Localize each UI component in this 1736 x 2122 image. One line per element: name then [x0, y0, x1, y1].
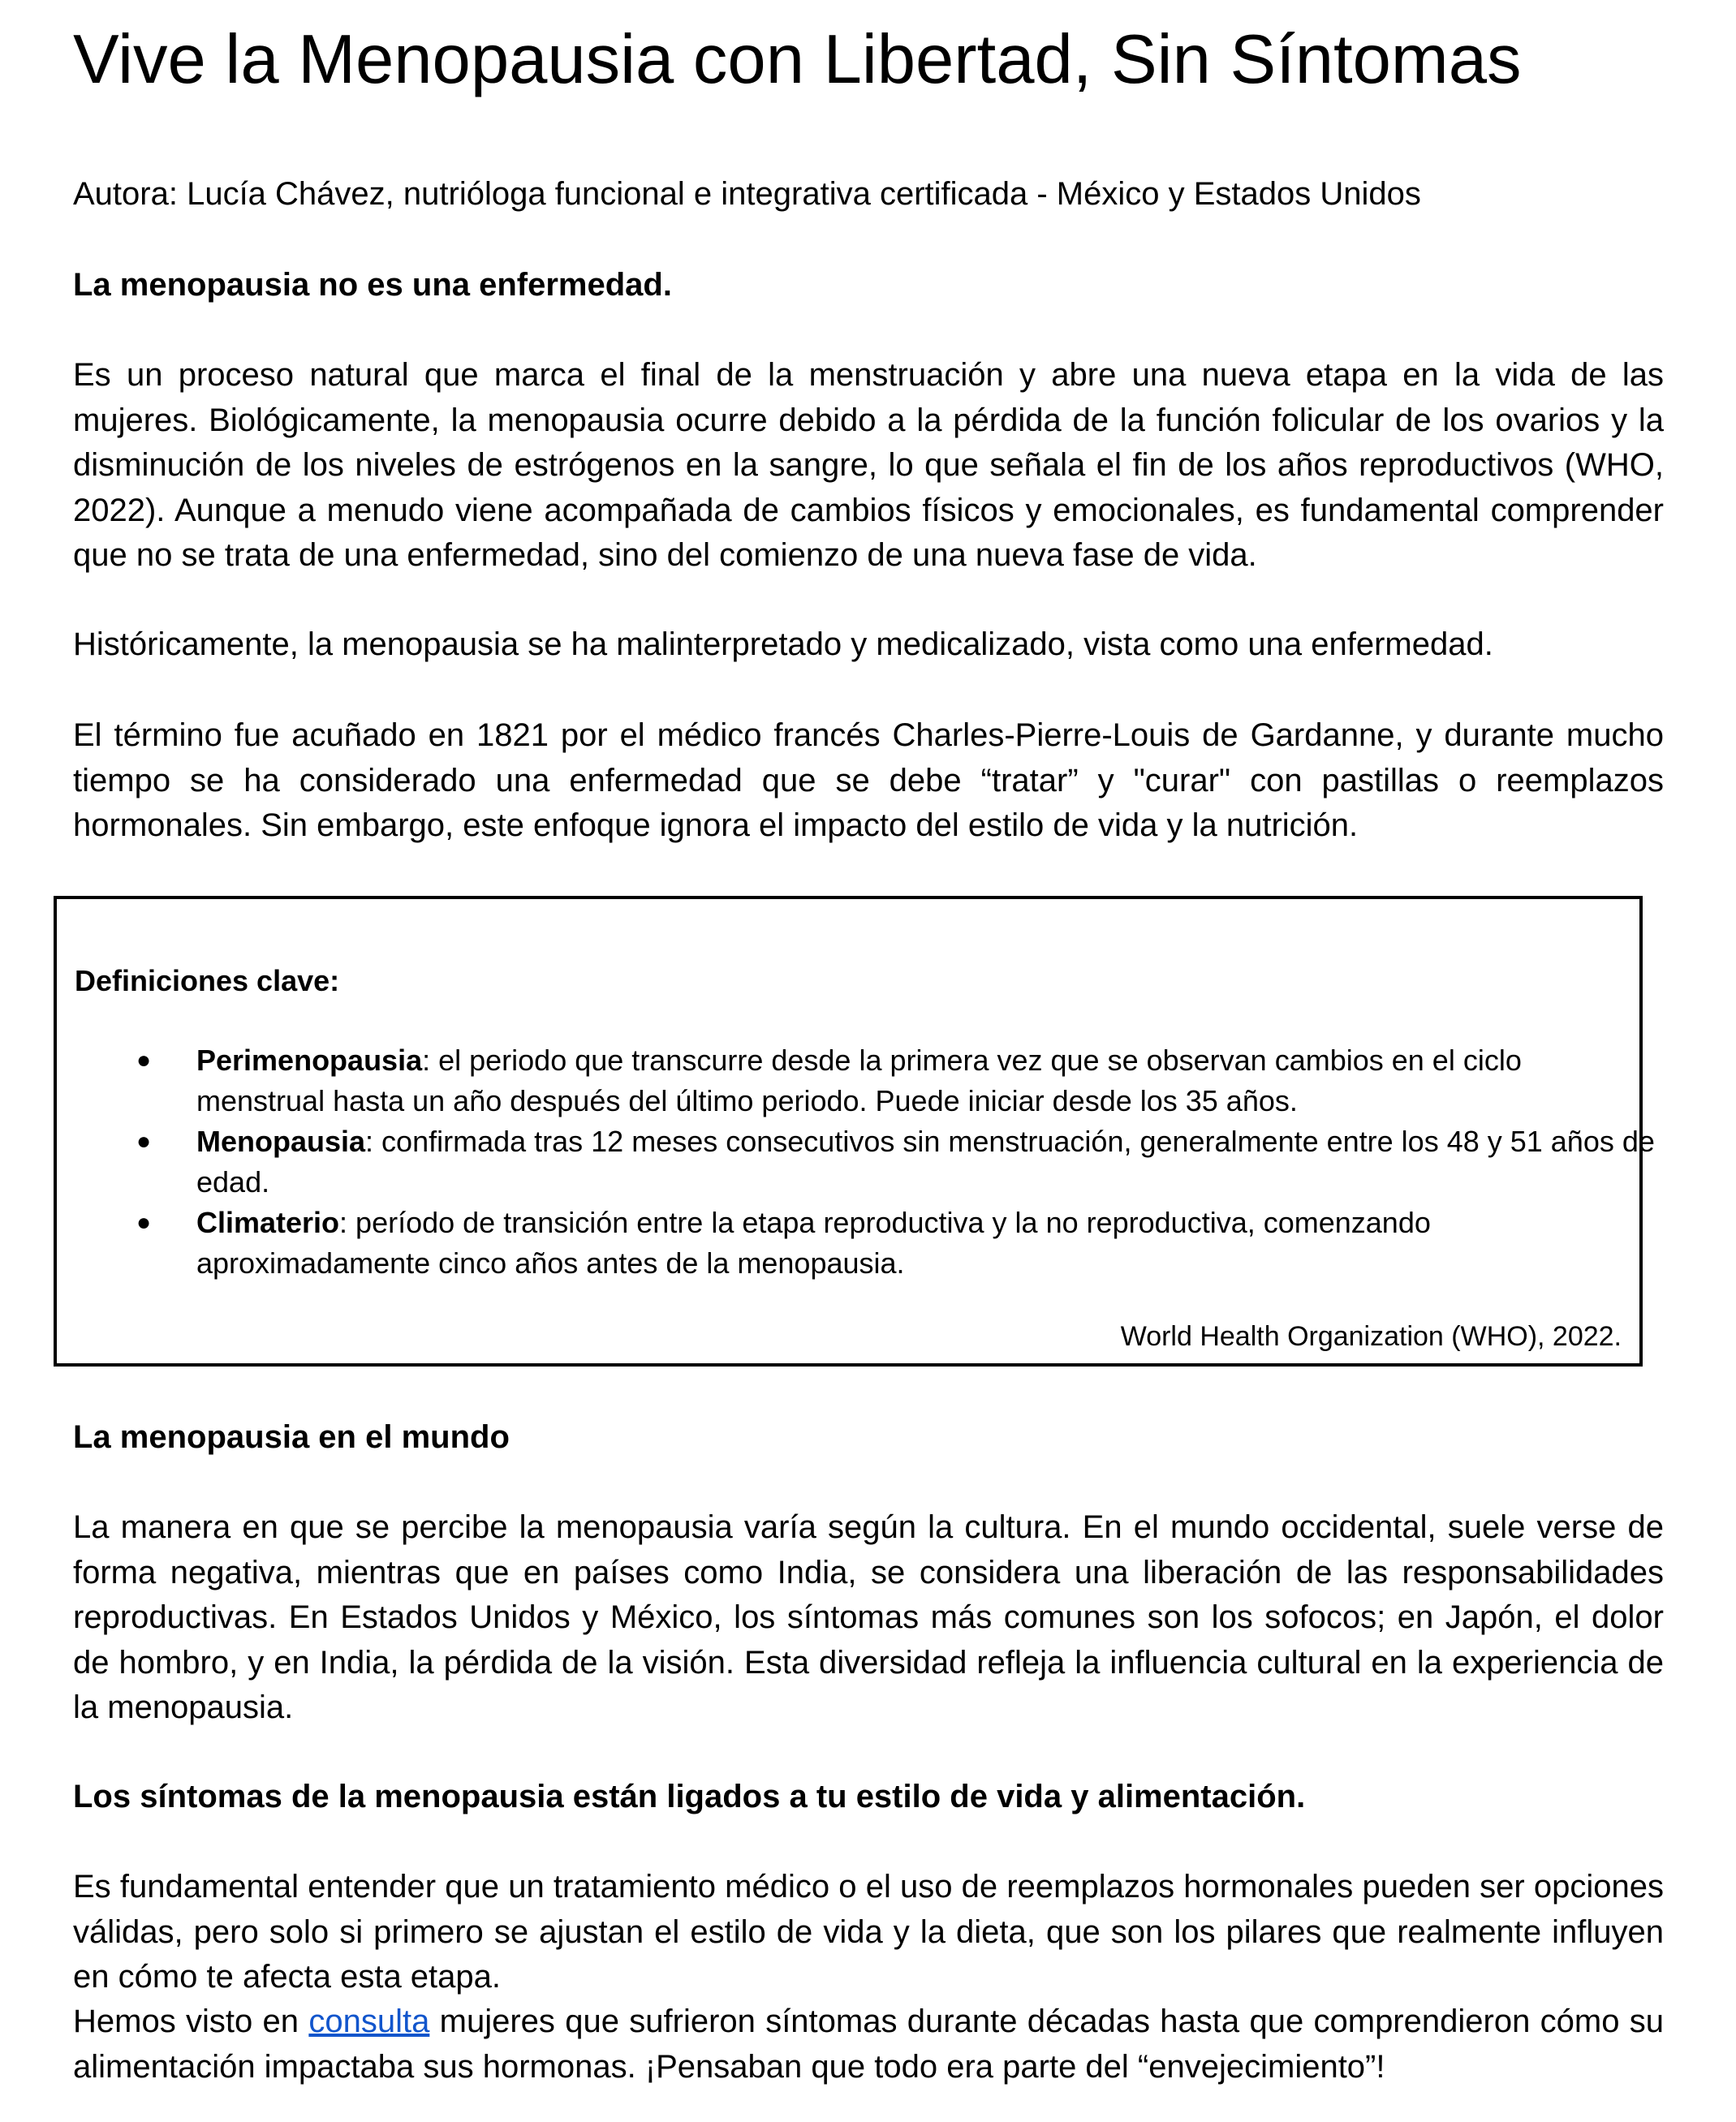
bullet-icon: ●: [136, 1128, 152, 1155]
section-heading-world: La menopausia en el mundo: [73, 1419, 510, 1455]
definition-text: : período de transición entre la etapa reproductiva y la no reproductiva, comenzando aproximadamente cinco años antes de la menopausia.: [196, 1206, 1431, 1280]
definition-item-menopausia: [57, 1121, 1657, 1203]
paragraph-culture: La manera en que se percibe la menopausia varía según la cultura. En el mundo occidental, suele verse de forma negativa, mientras que en países como India, se considera una liberación de las responsabilidades reproductivas. En Estados Unidos y México, los síntomas más comunes son los sofocos; en Japón, el dolor de hombro, y en India, la pérdida de la visión. Esta diversidad refleja la influencia cultural en la experiencia de la menopausia.: [73, 1509, 1664, 1725]
definitions-source: World Health Organization (WHO), 2022.: [1120, 1321, 1622, 1352]
author-line: Autora: Lucía Chávez, nutrióloga funcional e integrativa certificada - México y Estados Unidos: [73, 176, 1421, 212]
section-heading-not-disease: La menopausia no es una enfermedad.: [73, 267, 672, 303]
definition-term: Climaterio: [196, 1206, 340, 1239]
consulta-link[interactable]: consulta: [308, 2004, 430, 2039]
definition-item-perimenopausia: [57, 1040, 1657, 1121]
paragraph-natural-process: Es un proceso natural que marca el final de la menstruación y abre una nueva etapa en la vida de las mujeres. Biológicamente, la menopausia ocurre debido a la pérdida de la función folicular de los ovarios y la disminución de los niveles de estrógenos en la sangre, lo que señala el fin de los años reproductivos (WHO, 2022). Aunque a menudo viene acompañada de cambios físicos y emocionales, es fundamental comprender que no se trata de una enfermedad, sino del comienzo de una nueva fase de vida.: [73, 357, 1664, 573]
bullet-icon: ●: [136, 1209, 152, 1236]
definitions-list: [57, 1040, 1655, 1284]
document-title: Vive la Menopausia con Libertad, Sin Síntomas: [73, 21, 1522, 98]
definition-text: : confirmada tras 12 meses consecutivos sin menstruación, generalmente entre los 48 y 51 años de edad.: [196, 1125, 1655, 1199]
consultation-text-before: Hemos visto en: [73, 2004, 309, 2039]
paragraph-history: Históricamente, la menopausia se ha malinterpretado y medicalizado, vista como una enfermedad.: [73, 626, 1493, 662]
bullet-icon: ●: [136, 1047, 152, 1074]
definition-text: : el periodo que transcurre desde la primera vez que se observan cambios en el ciclo menstrual hasta un año después del último periodo. Puede iniciar desde los 35 años.: [196, 1044, 1522, 1117]
definitions-box: [54, 896, 1655, 1367]
paragraph-consultation: [73, 1999, 1664, 2090]
consultation-text-after: mujeres que sufrieron síntomas durante décadas hasta que comprendieron cómo su alimentación impactaba sus hormonas. ¡Pensaban que todo era parte del “envejecimiento”!: [73, 2004, 1664, 2085]
definition-term: Menopausia: [196, 1125, 366, 1158]
paragraph-treatment: Es fundamental entender que un tratamiento médico o el uso de reemplazos hormonales pueden ser opciones válidas, pero solo si primero se ajustan el estilo de vida y la dieta, que son los pilares que realmente influyen en cómo te afecta esta etapa.: [73, 1869, 1664, 1995]
definition-item-climaterio: [57, 1203, 1657, 1284]
paragraph-term-origin: El término fue acuñado en 1821 por el médico francés Charles-Pierre-Louis de Gardanne, y durante mucho tiempo se ha considerado una enfermedad que se debe “tratar” y "curar" con pastillas o reemplazos hormonales. Sin embargo, este enfoque ignora el impacto del estilo de vida y la nutrición.: [73, 717, 1664, 843]
definitions-heading: Definiciones clave:: [75, 964, 340, 997]
definition-term: Perimenopausia: [196, 1044, 423, 1077]
section-heading-lifestyle: Los síntomas de la menopausia están ligados a tu estilo de vida y alimentación.: [73, 1779, 1306, 1814]
